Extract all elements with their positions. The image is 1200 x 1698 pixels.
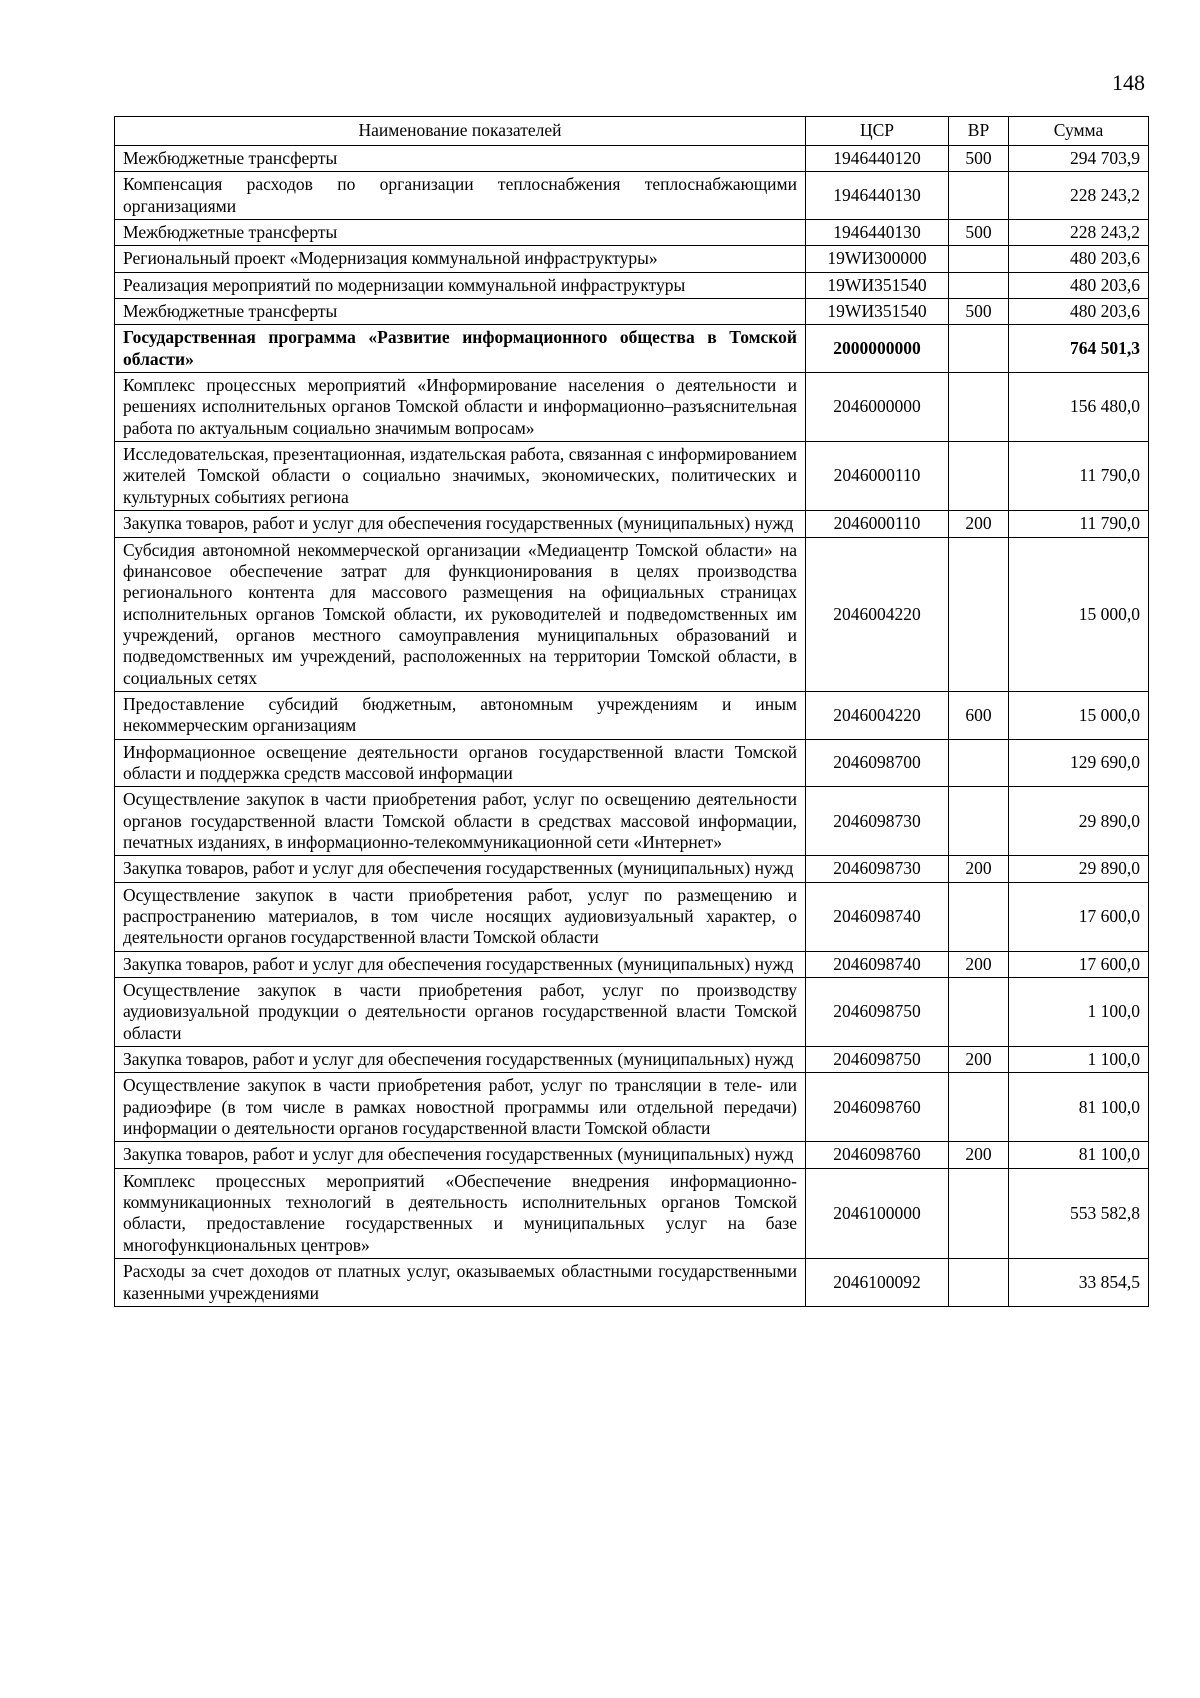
- row-csr-cell: 2046098750: [806, 1047, 949, 1073]
- row-sum-cell: 29 890,0: [1009, 856, 1149, 882]
- row-name-cell: Закупка товаров, работ и услуг для обеспечения государственных (муниципальных) нужд: [115, 856, 806, 882]
- row-vr-cell: 200: [949, 856, 1009, 882]
- table-header-row: [115, 117, 1149, 146]
- table-row: [115, 511, 1149, 537]
- row-name-cell: Межбюджетные трансферты: [115, 299, 806, 325]
- row-vr-cell: [949, 373, 1009, 442]
- row-vr-cell: [949, 882, 1009, 951]
- row-name-cell: Закупка товаров, работ и услуг для обеспечения государственных (муниципальных) нужд: [115, 511, 806, 537]
- row-sum-cell: 11 790,0: [1009, 442, 1149, 511]
- row-name-cell: Закупка товаров, работ и услуг для обеспечения государственных (муниципальных) нужд: [115, 951, 806, 977]
- row-name-cell: Компенсация расходов по организации теплоснабжения теплоснабжающими организациями: [115, 172, 806, 220]
- row-csr-cell: 19WИ351540: [806, 299, 949, 325]
- row-csr-cell: 2046004220: [806, 691, 949, 739]
- row-vr-cell: 200: [949, 951, 1009, 977]
- row-sum-cell: 29 890,0: [1009, 787, 1149, 856]
- row-sum-cell: 81 100,0: [1009, 1073, 1149, 1142]
- row-csr-cell: 2046000110: [806, 442, 949, 511]
- row-name-cell: Государственная программа «Развитие информационного общества в Томской области»: [115, 325, 806, 373]
- table-row: [115, 172, 1149, 220]
- row-sum-cell: 480 203,6: [1009, 299, 1149, 325]
- table-row: [115, 220, 1149, 246]
- row-csr-cell: 2046100000: [806, 1168, 949, 1258]
- row-csr-cell: 2046098750: [806, 978, 949, 1047]
- row-name-cell: Осуществление закупок в части приобретения работ, услуг по трансляции в теле- или радиоэфире (в том числе в рамках новостной программы или отдельной передачи) информации о деятельности органов государственной власти Томской области: [115, 1073, 806, 1142]
- row-sum-cell: 17 600,0: [1009, 951, 1149, 977]
- row-sum-cell: 480 203,6: [1009, 246, 1149, 272]
- row-name-cell: Предоставление субсидий бюджетным, автономным учреждениям и иным некоммерческим организациям: [115, 691, 806, 739]
- row-vr-cell: 500: [949, 146, 1009, 172]
- row-sum-cell: 15 000,0: [1009, 691, 1149, 739]
- row-name-cell: Закупка товаров, работ и услуг для обеспечения государственных (муниципальных) нужд: [115, 1047, 806, 1073]
- row-sum-cell: 553 582,8: [1009, 1168, 1149, 1258]
- row-sum-cell: 480 203,6: [1009, 272, 1149, 298]
- row-sum-cell: 81 100,0: [1009, 1142, 1149, 1168]
- table-row: [115, 951, 1149, 977]
- row-sum-cell: 11 790,0: [1009, 511, 1149, 537]
- table-row: [115, 739, 1149, 787]
- row-vr-cell: 500: [949, 220, 1009, 246]
- row-sum-cell: 1 100,0: [1009, 1047, 1149, 1073]
- row-vr-cell: [949, 978, 1009, 1047]
- row-csr-cell: 2046098760: [806, 1142, 949, 1168]
- column-header-csr: ЦСР: [806, 117, 949, 146]
- row-name-cell: Осуществление закупок в части приобретения работ, услуг по освещению деятельности органов государственной власти Томской области в средствах массовой информации, печатных изданиях, в информационно-телекоммуникационной сети «Интернет»: [115, 787, 806, 856]
- row-sum-cell: 294 703,9: [1009, 146, 1149, 172]
- table-row: [115, 146, 1149, 172]
- row-name-cell: Региональный проект «Модернизация коммунальной инфраструктуры»: [115, 246, 806, 272]
- row-vr-cell: 200: [949, 1142, 1009, 1168]
- row-name-cell: Межбюджетные трансферты: [115, 146, 806, 172]
- page-number: 148: [1112, 70, 1145, 95]
- row-csr-cell: 2046100092: [806, 1259, 949, 1307]
- row-vr-cell: [949, 442, 1009, 511]
- row-csr-cell: 2046098730: [806, 787, 949, 856]
- row-name-cell: Осуществление закупок в части приобретения работ, услуг по производству аудиовизуальной продукции о деятельности органов государственной власти Томской области: [115, 978, 806, 1047]
- table-row: [115, 272, 1149, 298]
- table-row: [115, 856, 1149, 882]
- table-row: [115, 882, 1149, 951]
- row-sum-cell: 33 854,5: [1009, 1259, 1149, 1307]
- row-vr-cell: [949, 1073, 1009, 1142]
- table-row: [115, 787, 1149, 856]
- row-csr-cell: 2046098740: [806, 951, 949, 977]
- row-vr-cell: 200: [949, 511, 1009, 537]
- table-row: [115, 1259, 1149, 1307]
- table-row: [115, 325, 1149, 373]
- column-header-vr: ВР: [949, 117, 1009, 146]
- row-csr-cell: 19WИ300000: [806, 246, 949, 272]
- row-sum-cell: 15 000,0: [1009, 537, 1149, 691]
- row-name-cell: Исследовательская, презентационная, издательская работа, связанная с информированием жителей Томской области о социально значимых, экономических, политических и культурных событиях региона: [115, 442, 806, 511]
- column-header-name: Наименование показателей: [115, 117, 806, 146]
- row-sum-cell: 1 100,0: [1009, 978, 1149, 1047]
- row-csr-cell: 2046098700: [806, 739, 949, 787]
- table-row: [115, 1168, 1149, 1258]
- table-row: [115, 691, 1149, 739]
- row-name-cell: Закупка товаров, работ и услуг для обеспечения государственных (муниципальных) нужд: [115, 1142, 806, 1168]
- row-name-cell: Расходы за счет доходов от платных услуг, оказываемых областными государственными казенными учреждениями: [115, 1259, 806, 1307]
- row-sum-cell: 764 501,3: [1009, 325, 1149, 373]
- row-csr-cell: 2046000110: [806, 511, 949, 537]
- row-name-cell: Реализация мероприятий по модернизации коммунальной инфраструктуры: [115, 272, 806, 298]
- table-row: [115, 246, 1149, 272]
- table-row: [115, 373, 1149, 442]
- row-sum-cell: 129 690,0: [1009, 739, 1149, 787]
- row-sum-cell: 228 243,2: [1009, 220, 1149, 246]
- row-vr-cell: 200: [949, 1047, 1009, 1073]
- row-vr-cell: [949, 1259, 1009, 1307]
- row-name-cell: Информационное освещение деятельности органов государственной власти Томской области и поддержка средств массовой информации: [115, 739, 806, 787]
- row-csr-cell: 1946440120: [806, 146, 949, 172]
- row-vr-cell: [949, 787, 1009, 856]
- row-sum-cell: 17 600,0: [1009, 882, 1149, 951]
- row-sum-cell: 156 480,0: [1009, 373, 1149, 442]
- table-row: [115, 537, 1149, 691]
- budget-table: [114, 116, 1149, 1307]
- row-sum-cell: 228 243,2: [1009, 172, 1149, 220]
- row-vr-cell: [949, 246, 1009, 272]
- row-vr-cell: [949, 172, 1009, 220]
- table-row: [115, 442, 1149, 511]
- row-name-cell: Субсидия автономной некоммерческой организации «Медиацентр Томской области» на финансовое обеспечение затрат для функционирования в целях производства регионального контента для массового размещения на официальных страницах исполнительных органов Томской области, их руководителей и подведомственных им учреждений, органов местного самоуправления муниципальных образований и подведомственных им учреждений, расположенных на территории Томской области, в социальных сетях: [115, 537, 806, 691]
- row-vr-cell: 500: [949, 299, 1009, 325]
- row-csr-cell: 1946440130: [806, 172, 949, 220]
- row-name-cell: Осуществление закупок в части приобретения работ, услуг по размещению и распространению материалов, в том числе носящих аудиовизуальный характер, о деятельности органов государственной власти Томской области: [115, 882, 806, 951]
- row-vr-cell: [949, 325, 1009, 373]
- table-row: [115, 299, 1149, 325]
- table-row: [115, 1142, 1149, 1168]
- row-name-cell: Комплекс процессных мероприятий «Информирование населения о деятельности и решениях исполнительных органов Томской области и информационно–разъяснительная работа по актуальным социально значимым вопросам»: [115, 373, 806, 442]
- table-row: [115, 978, 1149, 1047]
- row-csr-cell: 2046000000: [806, 373, 949, 442]
- row-name-cell: Комплекс процессных мероприятий «Обеспечение внедрения информационно-коммуникационных технологий в деятельность исполнительных органов Томской области, предоставление государственных и муниципальных услуг на базе многофункциональных центров»: [115, 1168, 806, 1258]
- row-csr-cell: 2046004220: [806, 537, 949, 691]
- row-vr-cell: [949, 739, 1009, 787]
- row-csr-cell: 1946440130: [806, 220, 949, 246]
- table-row: [115, 1073, 1149, 1142]
- row-name-cell: Межбюджетные трансферты: [115, 220, 806, 246]
- column-header-sum: Сумма: [1009, 117, 1149, 146]
- row-csr-cell: 2046098740: [806, 882, 949, 951]
- row-vr-cell: [949, 537, 1009, 691]
- row-csr-cell: 19WИ351540: [806, 272, 949, 298]
- row-csr-cell: 2046098760: [806, 1073, 949, 1142]
- table-body: [115, 146, 1149, 1307]
- row-csr-cell: 2000000000: [806, 325, 949, 373]
- table-row: [115, 1047, 1149, 1073]
- row-vr-cell: [949, 272, 1009, 298]
- row-csr-cell: 2046098730: [806, 856, 949, 882]
- row-vr-cell: [949, 1168, 1009, 1258]
- row-vr-cell: 600: [949, 691, 1009, 739]
